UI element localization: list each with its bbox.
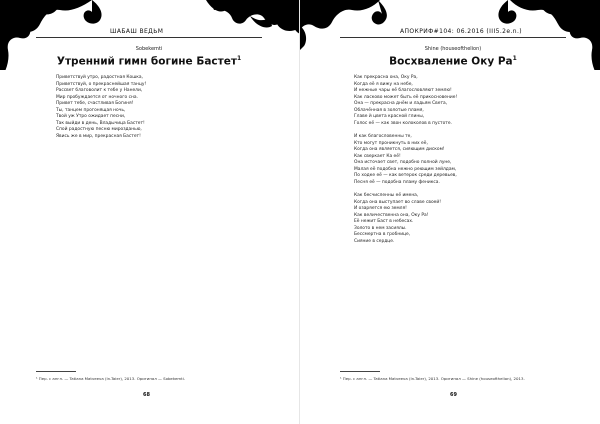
right-page <box>300 0 600 424</box>
poem-line: Как ласково может быть её прикосновение! <box>354 94 458 100</box>
header-rule <box>36 37 262 38</box>
poem-line: Как прекрасна она, Оку Ра, <box>354 75 418 80</box>
poem-line: Кто могут проникнуть в них её, <box>354 140 428 146</box>
poem-line: Приветствуй утро, радостная Кошка, <box>56 75 143 80</box>
poem-title <box>340 55 566 68</box>
poem-author: Sobekemti <box>135 46 163 52</box>
poem-line: Как сверкает Ка её! <box>354 153 401 159</box>
poem-line: Твой уж Утро ожидает песни, <box>56 114 126 119</box>
poem-line: Когда её я вижу на небе, <box>354 81 413 87</box>
poem-author: Shine (houseofthelion) <box>424 46 482 52</box>
poem-line: Она источает свет, подобно полной луне, <box>354 160 452 165</box>
poem-line: Золото в нем засиялы. <box>354 225 407 231</box>
poem-line: Как величественна она, Оку Ра! <box>354 212 429 218</box>
poem-line: Спой радостную песню мирозданью, <box>56 127 142 132</box>
poem-line: Привет тебе, счастливая Богиня! <box>56 101 134 106</box>
poem-line: Сияние в сердце. <box>354 238 395 244</box>
footnote-marker: 1 <box>512 55 517 62</box>
stanza <box>354 134 457 186</box>
poem-line: Когда она является, сияющим диском! <box>354 147 445 152</box>
poem-line: Рассвет благоволит к тебе у Нанели, <box>56 88 143 93</box>
poem-line: Приветствуй, о прекраснейшая танцу! <box>56 81 147 87</box>
footnote: ¹ Пер. с англ. — Tatiana Matveeva (In-Taier), 2013. Оригинал — Shine (houseofthelion), 2013. <box>340 376 525 381</box>
poem-line: Облачённая в золотые пламя, <box>354 107 424 113</box>
poem-line: Голос её — как звон колоколов в пустоте. <box>354 120 452 126</box>
running-header: ШАБАШ ВЕДЬМ <box>110 28 164 35</box>
poem-line: Главе й цвета красной глины, <box>354 114 425 119</box>
poem-line: Бессмертна в гробнице, <box>354 232 411 237</box>
poem-line: Так выйди в день, Владычица Бастет! <box>56 120 145 126</box>
footnote-rule <box>36 371 76 372</box>
poem-body <box>354 75 457 252</box>
stanza <box>354 193 457 245</box>
poem-line: И нежные чары её благословляют землю! <box>354 88 452 93</box>
footnote: ¹ Пер. с англ. — Tatiana Matveeva (In-Taier), 2013. Оригинал — Sobekemti. <box>36 376 185 381</box>
footnote-marker: 1 <box>236 55 242 62</box>
poem-line: По ходке её — как ветерок среди деревьев, <box>354 173 457 178</box>
poem-line: Явись же в мир, прекрасная Бастет! <box>56 133 141 139</box>
poem-title-text: Восхваление Оку Ра <box>389 55 513 68</box>
running-header: АПОКРИФ#104: 06.2016 (III5.2e.n.) <box>400 28 523 35</box>
poem-line: Песня её — подобна пламу феникса. <box>354 179 440 185</box>
poem-line: Ты, танцем прогонящая ночь, <box>56 107 126 113</box>
poem-line: Мир пробуждается от ночного сна. <box>56 94 138 100</box>
poem-line: Её нежит Баст в небесах. <box>354 219 414 224</box>
stanza <box>56 75 146 140</box>
poem-title <box>36 55 262 68</box>
poem-line: Малая её подобна нежно реющим зейлдам, <box>354 166 457 172</box>
poem-line: И озаряется ею земля! <box>354 206 407 211</box>
page-number: 69 <box>450 392 457 398</box>
poem-body <box>56 75 146 147</box>
poem-line: Как бесчисленны её имена, <box>354 193 419 198</box>
poem-line: Когда она выступает во славе своей! <box>354 199 441 205</box>
header-rule <box>340 37 566 38</box>
poem-title-text: Утренний гимн богине Бастет <box>56 55 237 68</box>
poem-line: И как благословенны те, <box>354 134 412 139</box>
page-number: 68 <box>143 392 150 398</box>
poem-line: Она — прекрасна днём и ладьям Света, <box>354 101 448 106</box>
stanza <box>354 75 457 127</box>
footnote-rule <box>340 371 380 372</box>
